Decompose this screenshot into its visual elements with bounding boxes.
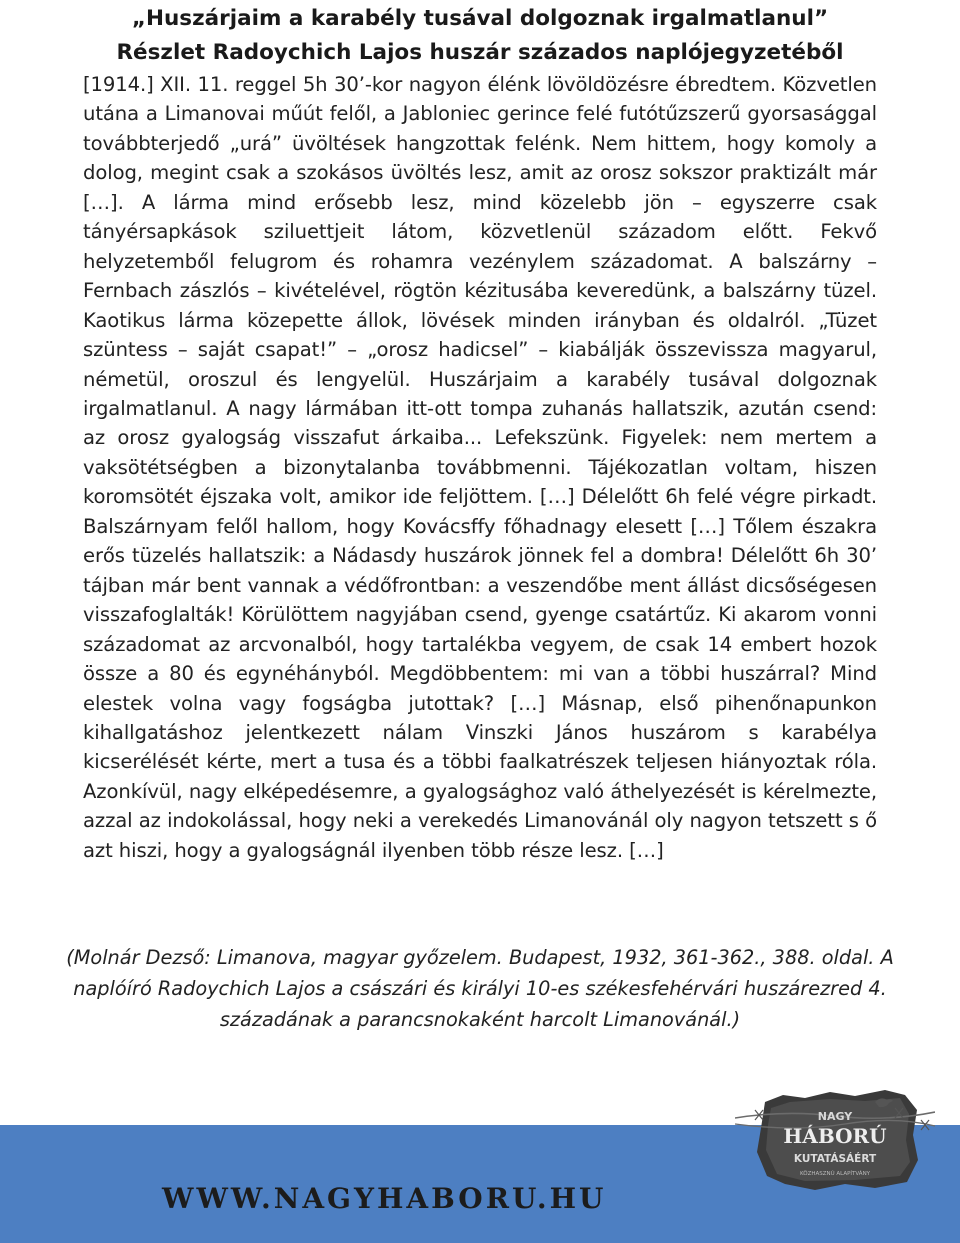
diary-excerpt: [1914.] XII. 11. reggel 5h 30’-kor nagyon élénk lövöldözésre ébredtem. Közvetlen utána a Limanovai műút felől, a Jabloniec gerince felé futótűzszerű gyorsasággal továbbterjedő „urá” üvöltések hangzottak felénk. Nem hittem, hogy komoly a dolog, megint csak a szokásos üvöltés lesz, amit az orosz sokszor praktizált már […]. A lárma mind erősebb lesz, mind közelebb jön – egyszerre csak tányérsapkások sziluettjeit látom, közvetlenül századom előtt. Fekvő helyzetemből felugrom és rohamra vezénylem századomat. A balszárny – Fernbach zászlós – kivételével, rögtön kézitusába keveredünk, a balszárny tüzel. Kaotikus lárma közepette állok, lövések minden irányban és oldalról. „Tüzet szüntess – saját csapat!” – „orosz hadicsel” – kiabálják összevissza magyarul, németül, oroszul és lengyelül. Huszárjaim a karabély tusával dolgoznak irgalmatlanul. A nagy lármában itt-ott tompa zuhanás hallatszik, azután csend: az orosz gyalogság visszafut árkaiba... Lefekszünk. Figyelek: nem mertem a vaksötétségben a bizonytalanba továbbmenni. Tájékozatlan voltam, hiszen koromsötét éjszaka volt, amikor ide feljöttem. […] Délelőtt 6h felé végre pirkadt. Balszárnyam felől hallom, hogy Kovácsffy főhadnagy elesett […] Tőlem északra erős tüzelés hallatszik: a Nádasdy huszárok jönnek fel a dombra! Délelőtt 6h 30’ tájban már bent vannak a védőfrontban: a veszendőbe ment állást dicsőségesen visszafoglalták! Körülöttem nagyjában csend, gyenge csatártűz. Ki akarom vonni századomat az arcvonalból, hogy tartalékba vegyem, de csak 14 embert hozok össze a 80 és egynéhányból. Megdöbbentem: mi van a többi huszárral? Mind elestek volna vagy fogságba jutottak? […] Másnap, első pihenőnapunkon kihallgatáshoz jelentkezett nálam Vinszki János huszárom s karabélya kicserélését kérte, mert a tusa és a többi faalkatrészek teljesen hiányoztak róla. Azonkívül, nagy elképedésemre, a gyalogsághoz való áthelyezését is kérelmezte, azzal az indokolással, hogy neki a verekedés Limanovánál oly nagyon tetszett s ő azt hiszi, hogy a gyalogságnál ilyenben több része lesz. […] <box>83 73 877 862</box>
title-line-2: Részlet Radoychich Lajos huszár százados naplójegyzetéből <box>116 40 844 65</box>
document-title <box>0 2 960 70</box>
source-citation: (Molnár Dezső: Limanova, magyar győzelem. Budapest, 1932, 361-362., 388. oldal. A naplóíró Radoychich Lajos a császári és királyi 10-es székesfehérvári huszárezred 4. századának a parancsnokaként harcolt Limanovánál.) <box>66 946 894 1031</box>
logo-text-2: HÁBORÚ <box>783 1124 887 1148</box>
nagy-haboru-logo-icon <box>735 1080 935 1200</box>
logo-text-3: KUTATÁSÁÉRT <box>793 1153 877 1165</box>
footer-website-link[interactable]: WWW.NAGYHABORU.HU <box>162 1182 607 1215</box>
logo-text-1: NAGY <box>817 1110 853 1123</box>
title-line-1: „Huszárjaim a karabély tusával dolgoznak irgalmatlanul” <box>131 6 829 31</box>
logo-text-4: KÖZHASZNÚ ALAPÍTVÁNY <box>799 1171 871 1177</box>
